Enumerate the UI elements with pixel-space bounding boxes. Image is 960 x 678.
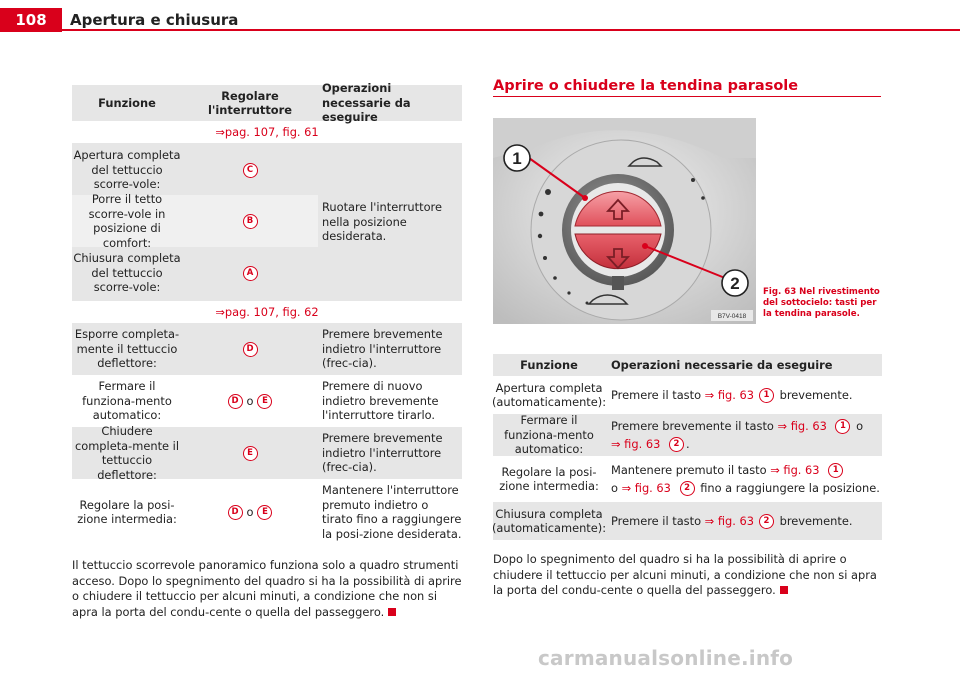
key-badge: 1 [759, 388, 774, 403]
key-badge: 2 [680, 481, 695, 496]
ref-arrow: ⇒ [215, 304, 225, 319]
left-table-row-key [182, 145, 318, 195]
left-table-row-function: Esporre completa-mente il tettuccio deflettore: [74, 327, 180, 371]
sunshade-switch-illustration [493, 118, 756, 324]
left-table-row-key [182, 479, 318, 545]
section-rule [493, 96, 881, 97]
ref-link[interactable]: fig. 63 [717, 513, 754, 528]
op-line [611, 437, 690, 452]
or-separator: o [246, 504, 254, 519]
figure-code: B7V-0418 [717, 313, 747, 320]
left-table-row-function: Porre il tetto scorre-vole in posizione di comfort: [72, 195, 182, 247]
right-paragraph [493, 552, 885, 599]
ref-arrow: ⇒ [704, 387, 715, 402]
header-rule [0, 29, 960, 31]
left-table [72, 81, 462, 545]
page-number: 108 [0, 8, 62, 32]
left-table-row-operation: Premere brevemente indietro l'interruttore (frec-cia). [322, 327, 443, 371]
left-table-header-switch: Regolare l'interruttore [182, 85, 318, 121]
op-text: . [685, 436, 690, 451]
op-text: brevemente. [779, 387, 853, 402]
ref-link[interactable]: fig. 63 [790, 418, 827, 433]
right-table-row-function: Apertura completa (automaticamente): [491, 380, 607, 409]
left-table-row-function: Regolare la posi-zione intermedia: [77, 497, 177, 526]
end-mark-icon [780, 586, 788, 594]
ref-arrow: ⇒ [215, 124, 225, 139]
op-text: o [611, 480, 618, 495]
ref-link[interactable]: fig. 63 [624, 436, 661, 451]
key-badge: E [257, 505, 272, 520]
left-table-row-operation: Premere di nuovo indietro brevemente l'interruttore tirarlo. [322, 379, 439, 423]
left-table-row-key [182, 427, 318, 479]
right-table-row-operation [605, 502, 882, 540]
right-table-row-operation [605, 414, 882, 456]
left-table-merged-operation: Ruotare l'interruttore nella posizione desiderata. [322, 200, 442, 244]
key-badge: 1 [835, 419, 850, 434]
key-badge: 2 [759, 514, 774, 529]
op-text: fino a raggiungere la posizione. [700, 480, 880, 495]
ref-link[interactable]: pag. 107, fig. 61 [224, 124, 319, 139]
left-paragraph-text: Il tettuccio scorrevole panoramico funziona solo a quadro strumenti acceso. Dopo lo spegnimento del quadro si ha la possibilità di aprire o chiudere il tettuccio per alcuni minuti, a condizione che non si apra la porta del condu-cente o quella del passeggero. [72, 558, 462, 619]
figure-sunshade-buttons [493, 118, 756, 324]
left-table-header-operations: Operazioni necessarie da eseguire [318, 85, 462, 121]
ref-link[interactable]: fig. 63 [783, 462, 820, 477]
key-badge: D [228, 394, 243, 409]
key-badge: 1 [828, 463, 843, 478]
right-table-row-operation [605, 376, 882, 414]
left-table-row-key [182, 195, 318, 247]
op-text: Premere brevemente il tasto [611, 418, 774, 433]
left-table-row-function: Chiusura completa del tettuccio scorre-vole: [73, 251, 181, 295]
key-badge: B [243, 214, 258, 229]
left-table-row-operation: Premere brevemente indietro l'interruttore (frec-cia). [322, 431, 443, 475]
right-table-row-function: Regolare la posi-zione intermedia: [499, 464, 599, 493]
ref-arrow: ⇒ [611, 436, 621, 451]
figure-label-2-text: 2 [730, 274, 740, 293]
op-text: brevemente. [779, 513, 853, 528]
left-table-ref-1 [72, 121, 462, 143]
or-separator: o [246, 393, 254, 408]
op-line [611, 463, 845, 478]
op-text: Premere il tasto [611, 513, 702, 528]
key-badge: D [228, 505, 243, 520]
key-badge: E [257, 394, 272, 409]
ref-arrow: ⇒ [770, 462, 780, 477]
left-table-row-function: Fermare il funziona-mento automatico: [82, 379, 172, 423]
key-badge: D [243, 342, 258, 357]
right-table-row-function: Fermare il funziona-mento automatico: [504, 413, 594, 457]
figure-label-1-text: 1 [512, 149, 522, 168]
watermark: carmanualsonline.info [538, 646, 794, 670]
left-table-ref-2 [72, 301, 462, 323]
left-table-row-function: Apertura completa del tettuccio scorre-vole: [73, 148, 181, 192]
end-mark-icon [388, 608, 396, 616]
right-table-header-function: Funzione [493, 354, 605, 376]
left-table-row-function: Chiudere completa-mente il tettuccio deflettore: [74, 424, 180, 482]
key-badge: A [243, 266, 258, 281]
right-table-row-function: Chiusura completa (automaticamente): [491, 506, 607, 535]
left-table-row-operation: Mantenere l'interruttore premuto indietro o tirato fino a raggiungere la posi-zione desiderata. [322, 483, 462, 541]
left-table-row-key [182, 375, 318, 427]
op-line [611, 419, 863, 434]
left-paragraph [72, 558, 464, 620]
right-paragraph-text: Dopo lo spegnimento del quadro si ha la possibilità di aprire o chiudere il tettuccio per alcuni minuti, a condizione che non si apra la porta del condu-cente o quella del passeggero. [493, 552, 877, 597]
ref-link[interactable]: fig. 63 [634, 480, 671, 495]
key-badge: C [243, 163, 258, 178]
op-text: Mantenere premuto il tasto [611, 462, 767, 477]
op-text: Premere il tasto [611, 387, 702, 402]
key-badge: 2 [669, 437, 684, 452]
ref-link[interactable]: pag. 107, fig. 62 [224, 304, 319, 319]
right-table-row-operation [605, 456, 882, 502]
right-table [493, 354, 882, 540]
ref-arrow: ⇒ [621, 480, 632, 495]
section-title: Aprire o chiudere la tendina parasole [493, 78, 799, 94]
key-badge: E [243, 446, 258, 461]
ref-arrow: ⇒ [777, 418, 788, 433]
ref-link[interactable]: fig. 63 [717, 387, 754, 402]
left-table-row-key [182, 247, 318, 299]
right-table-header-operations: Operazioni necessarie da eseguire [605, 354, 882, 376]
figure-caption: Fig. 63 Nel rivestimento del sottocielo: tasti per la tendina parasole. [763, 287, 880, 319]
left-table-header-function: Funzione [72, 85, 182, 121]
left-table-row-key [182, 323, 318, 375]
ref-arrow: ⇒ [704, 513, 715, 528]
op-text: o [856, 418, 864, 433]
chapter-title: Apertura e chiusura [70, 11, 239, 29]
op-line [611, 481, 880, 496]
